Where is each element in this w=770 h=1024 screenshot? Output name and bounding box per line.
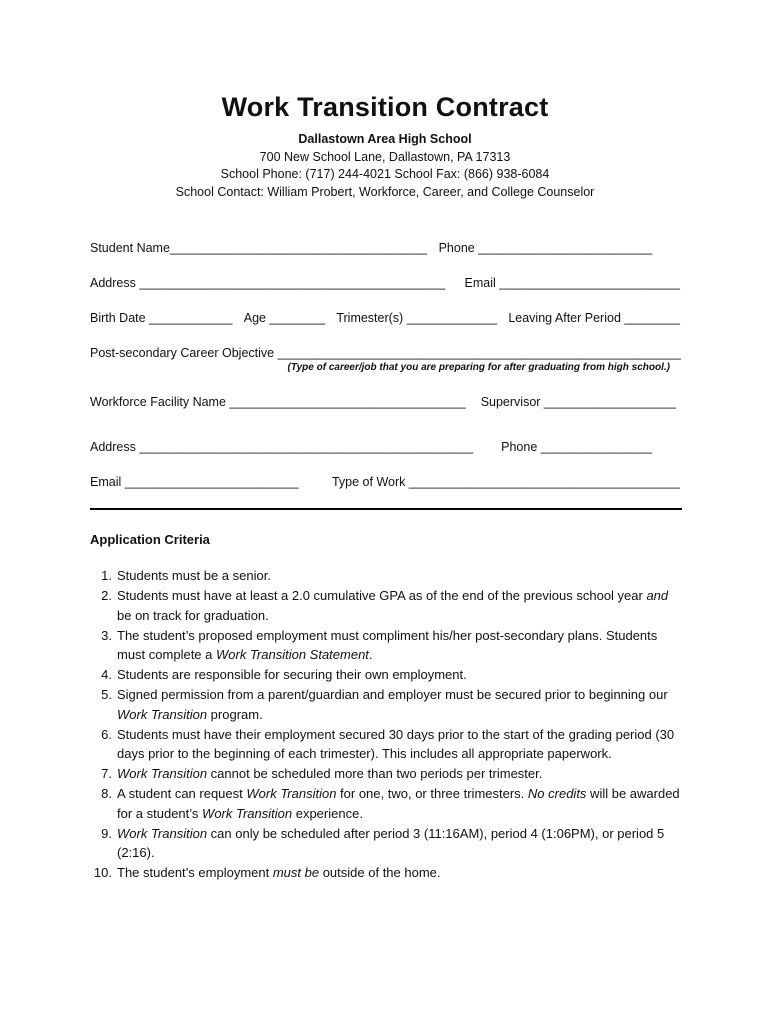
criteria-emphasis: Work Transition [117, 825, 208, 841]
criteria-item-number: 6. [101, 726, 112, 742]
criteria-text: Students must have their employment secured 30 days prior to the start of the grading period (30 days prior to the beginning of each trimester). This includes all appropriate paperwork. [117, 726, 675, 761]
document-title: Work Transition Contract [221, 92, 549, 122]
criteria-text: program. [207, 706, 263, 722]
student-phone-field[interactable]: Phone _________________________ [438, 241, 652, 255]
career-objective-note: (Type of career/job that you are preparing for after graduating from high school.) [287, 362, 670, 373]
criteria-text: will be awarded for a student’s [117, 786, 680, 821]
criteria-text: The student’s proposed employment must compliment his/her post-secondary plans. Students must complete a [117, 627, 658, 662]
criteria-item [90, 685, 682, 724]
criteria-text: Students must be a senior. [117, 568, 271, 583]
criteria-emphasis: must be [272, 865, 320, 880]
facility-email-field[interactable]: Email _________________________ [90, 475, 299, 489]
student-email-field[interactable]: Email __________________________ [464, 276, 680, 290]
criteria-text: Signed permission from a parent/guardian and employer must be secured prior to beginning our [117, 687, 668, 702]
student-address-row [90, 276, 680, 290]
criteria-item-number: 4. [101, 667, 112, 682]
facility-address-row [90, 440, 652, 454]
criteria-item-number: 1. [101, 568, 112, 583]
criteria-item-number: 7. [101, 766, 112, 781]
facility-address-field[interactable]: Address ________________________________________________ [90, 440, 474, 454]
criteria-text: for one, two, or three trimesters. [336, 786, 528, 801]
criteria-text: The student’s employment [117, 865, 273, 880]
criteria-item-number: 3. [101, 627, 112, 643]
criteria-item-number: 2. [101, 588, 112, 603]
criteria-item-number: 5. [101, 687, 112, 702]
criteria-text: . [368, 647, 373, 662]
criteria-item-number: 8. [101, 786, 112, 801]
criteria-emphasis: and [646, 588, 669, 603]
criteria-item-number: 10. [93, 865, 112, 880]
criteria-emphasis: Work Transition Statement [216, 647, 369, 662]
criteria-item-number: 9. [101, 825, 112, 841]
criteria-item [90, 784, 682, 823]
school-phone-fax: School Phone: (717) 244-4021 School Fax: (866) 938-6084 [220, 167, 550, 181]
facility-phone-field[interactable]: Phone ________________ [501, 440, 652, 454]
leaving-after-period-field[interactable]: Leaving After Period ________ [508, 311, 680, 325]
criteria-text: can only be scheduled after period 3 (11:16AM), period 4 (1:06PM), or period 5 (2:16). [117, 825, 665, 860]
criteria-item [90, 566, 682, 586]
criteria-emphasis: Work Transition [117, 766, 208, 781]
student-details-row [90, 311, 680, 325]
school-name: Dallastown Area High School [298, 132, 472, 146]
criteria-emphasis: Work Transition [117, 706, 208, 722]
criteria-text: be on track for graduation. [117, 607, 269, 623]
criteria-text: Students must have at least a 2.0 cumulative GPA as of the end of the previous school year [117, 588, 647, 603]
criteria-text: experience. [292, 805, 363, 821]
student-name-row [90, 241, 652, 255]
type-of-work-field[interactable]: Type of Work _______________________________________ [331, 475, 680, 489]
criteria-text: outside of the home. [319, 865, 441, 880]
trimesters-field[interactable]: Trimester(s) _____________ [336, 311, 498, 325]
criteria-item [90, 626, 682, 665]
criteria-list [90, 566, 682, 883]
supervisor-field[interactable]: Supervisor ___________________ [480, 395, 676, 409]
criteria-heading: Application Criteria [90, 532, 210, 547]
section-divider [90, 508, 682, 510]
student-address-field[interactable]: Address ____________________________________________ [90, 276, 446, 290]
facility-name-field[interactable]: Workforce Facility Name __________________________________ [90, 395, 466, 409]
criteria-emphasis: Work Transition [202, 805, 293, 821]
school-address: 700 New School Lane, Dallastown, PA 17313 [259, 150, 511, 164]
age-field[interactable]: Age ________ [243, 311, 326, 325]
criteria-item [90, 764, 682, 784]
criteria-text: A student can request [117, 786, 247, 801]
criteria-text: Students are responsible for securing their own employment. [117, 667, 467, 682]
criteria-emphasis: No credits [527, 786, 587, 801]
facility-email-row [90, 475, 680, 489]
criteria-emphasis: Work Transition [246, 786, 337, 801]
criteria-item [90, 863, 682, 883]
criteria-item [90, 824, 682, 863]
criteria-text: cannot be scheduled more than two periods per trimester. [207, 766, 543, 781]
student-name-field[interactable]: Student Name_____________________________________ [90, 241, 428, 255]
criteria-item [90, 665, 682, 685]
criteria-item [90, 725, 682, 764]
school-contact: School Contact: William Probert, Workforce, Career, and College Counselor [175, 185, 595, 199]
career-objective-row [90, 346, 680, 360]
birth-date-field[interactable]: Birth Date ____________ [90, 311, 233, 325]
career-objective-field[interactable]: Post-secondary Career Objective __________________________________________________________ [90, 346, 681, 360]
facility-name-row [90, 395, 676, 409]
criteria-item [90, 586, 682, 625]
